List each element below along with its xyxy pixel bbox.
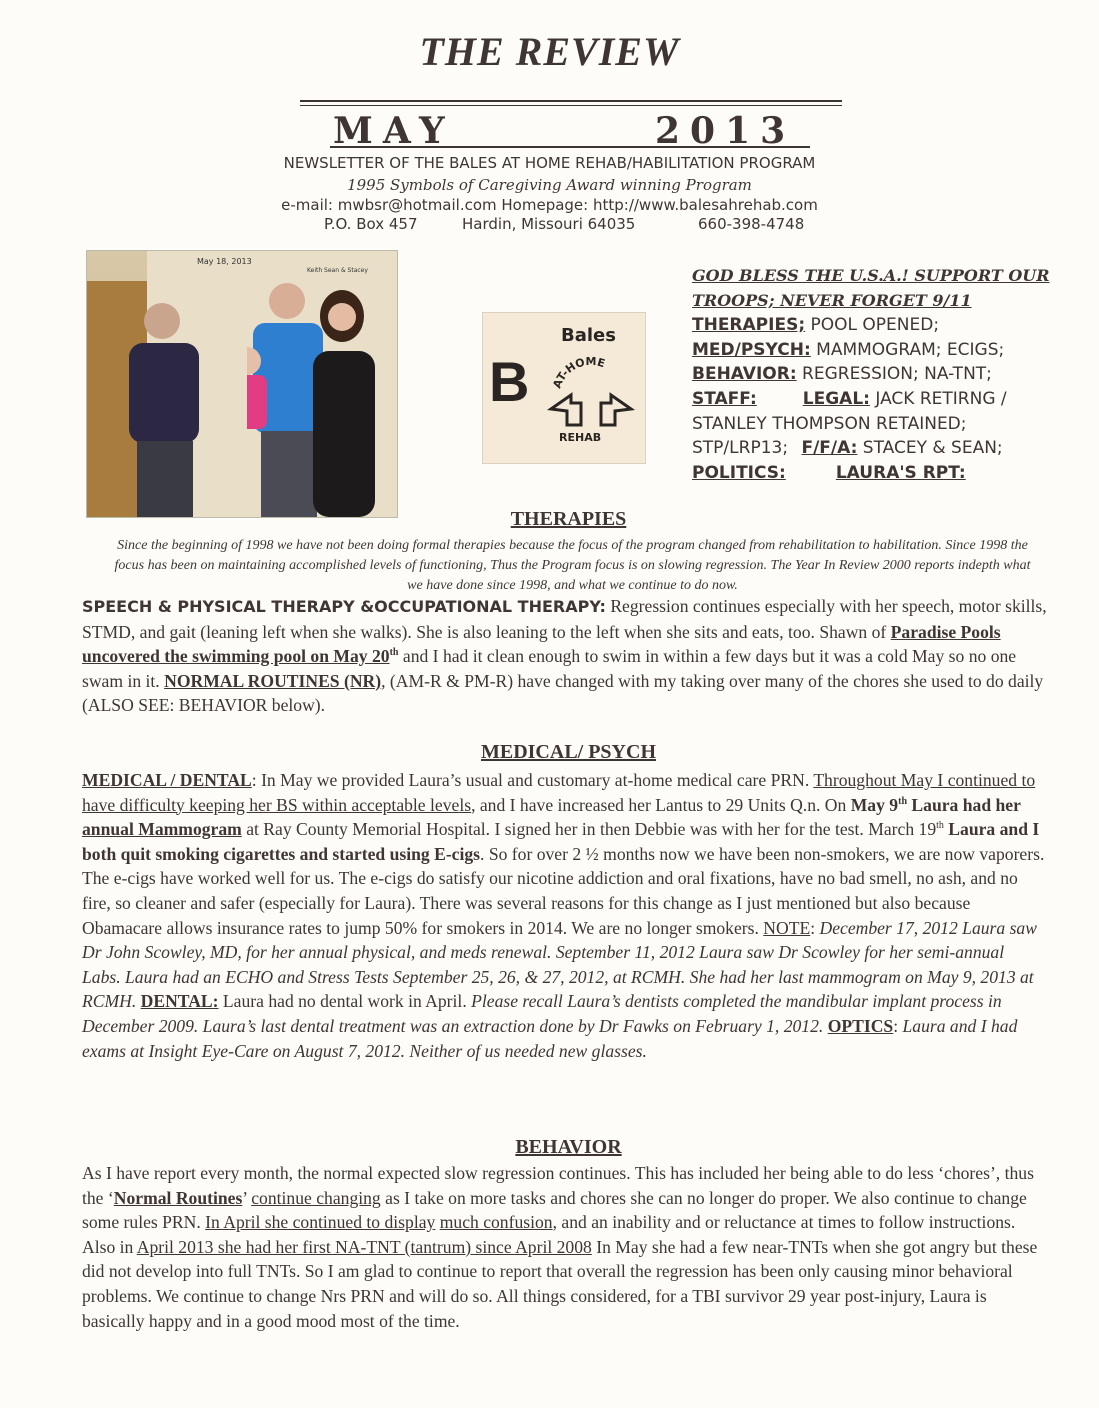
email-homepage-line: e-mail: mwbsr@hotmail.com Homepage: http://www.balesahrehab.com [281, 196, 818, 214]
date-underline [330, 146, 810, 148]
contents-sidebar [692, 264, 1062, 485]
contents-staff-legal: STAFF: LEGAL: JACK RETIRNG / STANLEY THOMPSON RETAINED; STP/LRP13; F/F/A: STACEY & SEAN; [692, 388, 1007, 459]
contents-med-psych: MED/PSYCH: MAMMOGRAM; ECIGS; [692, 339, 1005, 360]
family-photo [86, 250, 398, 518]
svg-text:AT-HOME [550, 355, 606, 390]
therapies-paragraph: SPEECH & PHYSICAL THERAPY &OCCUPATIONAL THERAPY: Regression continues especially with her speech, motor skills, STMD, and gait (leaning left when she walks). She is also leaning to the left when she sits and eats, too. Shawn of Paradise Pools uncovered the swimming pool on May 20th and I had it clean enough to swim in within a few days but it was a cold May so no one swam in it. NORMAL ROUTINES (NR), (AM-R & PM-R) have changed with my taking over many of the chores she used to do daily (ALSO SEE: BEHAVIOR below). [82, 596, 1047, 716]
behavior-heading: BEHAVIOR [515, 1136, 622, 1158]
title-rule-top [300, 100, 842, 102]
title-rule-bottom [300, 105, 842, 106]
therapies-intro: Since the beginning of 1998 we have not been doing formal therapies because the focus of the program changed from rehabilitation to habilitation. Since 1998 the focus has been on maintaining accomplished levels of functioning, Thus the Program focus is on slowing regression. The Year In Review 2000 reports indepth what we have done since 1998, and what we continue to do now. [114, 538, 1031, 593]
logo-rehab-text: REHAB [559, 431, 602, 444]
medical-paragraph: MEDICAL / DENTAL: In May we provided Laura’s usual and customary at-home medical care PRN. Throughout May I continued to have difficulty keeping her BS within acceptable levels, and I have increased her Lantus to 29 Units Q.n. On May 9th Laura had her annual Mammogram at Ray County Memorial Hospital. I signed her in then Debbie was with her for the test. March 19th Laura and I both quit smoking cigarettes and started using E-cigs. So for over 2 ½ months now we have been non-smokers, we are now vaporers. The e-cigs have worked well for us. The e-cigs do satisfy our nicotine addiction and oral fixations, have no bad smell, no ash, and no fire, so cleaner and safer (especially for Laura). There was several reasons for this change as I just mentioned but also because Obamacare allows insurance rates to jump 50% for smokers in 2014. We are no longer smokers. NOTE: December 17, 2012 Laura saw Dr John Scowley, MD, for her annual physical, and meds renewal. September 11, 2012 Laura saw Dr Scowley for her semi-annual Labs. Laura had an ECHO and Stress Tests September 25, 26, & 27, 2012, at RCMH. She had her last mammogram on May 9, 2013 at RCMH. DENTAL: Laura had no dental work in April. Please recall Laura’s dentists completed the mandibular implant process in December 2009. Laura’s last dental treatment was an extraction done by Dr Fawks on February 1, 2012. OPTICS: Laura and I had exams at Insight Eye-Care on August 7, 2012. Neither of us needed new glasses. [82, 770, 1045, 1061]
newsletter-title: THE REVIEW [419, 29, 680, 74]
bales-rehab-logo [482, 312, 646, 464]
logo-name: Bales [561, 325, 616, 346]
po-box: P.O. Box 457 [324, 215, 418, 233]
photo-caption-names: Keith Sean & Stacey [307, 267, 368, 274]
slogan: GOD BLESS THE U.S.A.! SUPPORT OUR TROOPS; NEVER FORGET 9/11 [692, 266, 1050, 310]
logo-arc-text: AT-HOME [550, 354, 607, 391]
person-figure [117, 291, 217, 517]
contents-therapies: THERAPIES; POOL OPENED; [692, 315, 940, 336]
photo-date-stamp: May 18, 2013 [197, 257, 252, 266]
contents-politics: POLITICS: LAURA'S RPT: [692, 462, 966, 483]
phone-number: 660-398-4748 [698, 215, 805, 233]
medical-heading: MEDICAL/ PSYCH [480, 741, 656, 763]
person-figure [297, 281, 387, 517]
newsletter-subtitle: NEWSLETTER OF THE BALES AT HOME REHAB/HABILITATION PROGRAM [283, 154, 816, 172]
contents-behavior: BEHAVIOR: REGRESSION; NA-TNT; [692, 364, 992, 385]
city-address: Hardin, Missouri 64035 [462, 215, 636, 233]
behavior-paragraph: As I have report every month, the normal expected slow regression continues. This has included her being able to do less ‘chores’, thus the ‘Normal Routines’ continue changing as I take on more tasks and chores she can no longer do proper. We also continue to change some rules PRN. In April she continued to display much confusion, and an inability and or reluctance at times to follow instructions. Also in April 2013 she had her first NA-TNT (tantrum) since April 2008 In May she had a few near-TNTs when she got angry but these did not develop into full TNTs. So I am glad to continue to report that overall the regression has been only causing minor behavioral problems. We continue to change Nrs PRN and will do so. All things considered, for a TBI survivor 29 year post-injury, Laura is basically happy and in a good mood most of the time. [82, 1163, 1038, 1331]
issue-year: 2013 [655, 110, 796, 152]
therapies-heading: THERAPIES [510, 508, 627, 530]
issue-month: MAY [333, 110, 455, 152]
house-hands-icon [541, 351, 641, 433]
logo-letter: B [489, 350, 530, 413]
award-line: 1995 Symbols of Caregiving Award winning Program [347, 176, 752, 194]
